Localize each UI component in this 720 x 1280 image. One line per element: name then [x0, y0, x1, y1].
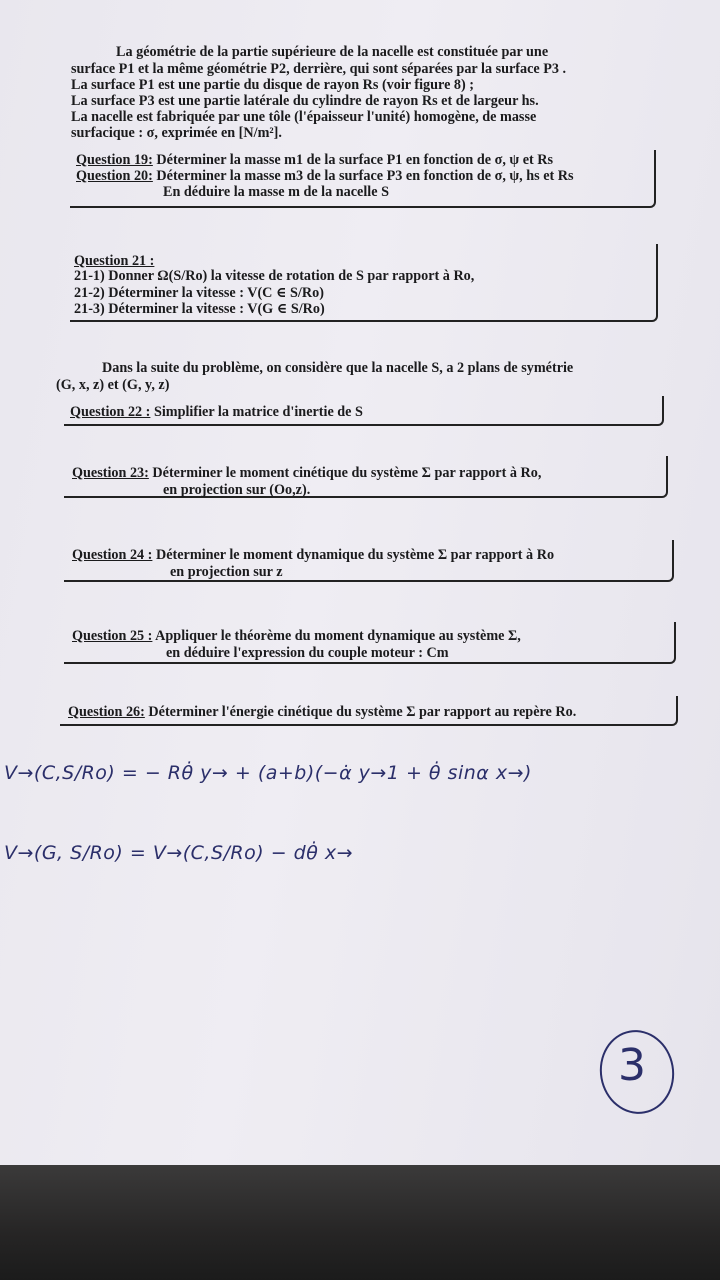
question-24-line-2: en projection sur z [170, 564, 283, 580]
handwritten-formula-1: V→(C,S/Ro) = − Rθ̇ y→ + (a+b)(−α̇ y→1 + θ̇ sinα x→) [4, 762, 532, 784]
question-24-text: Déterminer le moment dynamique du système Σ par rapport à Ro [155, 547, 555, 563]
question-19 [76, 152, 553, 168]
question-22-label: Question 22 : [70, 404, 151, 420]
question-22-text: Simplifier la matrice d'inertie de S [153, 404, 363, 420]
handwritten-formula-2: V→(G, S/Ro) = V→(C,S/Ro) − dθ̇ x→ [4, 842, 354, 864]
question-26-label: Question 26: [68, 704, 145, 720]
question-23 [72, 465, 541, 481]
question-21-2: 21-2) Déterminer la vitesse : V(C ∈ S/Ro) [74, 285, 324, 301]
question-23-label: Question 23: [72, 465, 149, 481]
desk-background [0, 1165, 720, 1280]
question-26 [68, 704, 576, 720]
intro-line-4: La surface P3 est une partie latérale du cylindre de rayon Rs et de largeur hs. [71, 93, 539, 109]
question-26-text: Déterminer l'énergie cinétique du système Σ par rapport au repère Ro. [148, 704, 577, 720]
intro-line-3: La surface P1 est une partie du disque de rayon Rs (voir figure 8) ; [71, 77, 475, 93]
question-23-line-2: en projection sur (Oo,z). [163, 482, 311, 498]
question-22 [70, 404, 363, 420]
symmetry-line-1: Dans la suite du problème, on considère que la nacelle S, a 2 plans de symétrie [102, 360, 574, 376]
question-20 [76, 168, 574, 184]
question-21-label: Question 21 : [74, 253, 155, 269]
question-20-text: Déterminer la masse m3 de la surface P3 en fonction de σ, ψ, hs et Rs [156, 168, 574, 184]
question-21-3: 21-3) Déterminer la vitesse : V(G ∈ S/Ro) [74, 301, 325, 317]
question-25-line-2: en déduire l'expression du couple moteur : Cm [166, 645, 449, 661]
question-19-text: Déterminer la masse m1 de la surface P1 en fonction de σ, ψ et Rs [156, 152, 554, 168]
question-21-1: 21-1) Donner Ω(S/Ro) la vitesse de rotation de S par rapport à Ro, [74, 268, 475, 284]
question-19-label: Question 19: [76, 152, 153, 168]
page-number: 3 [618, 1040, 647, 1091]
question-25-text: Appliquer le théorème du moment dynamique au système Σ, [155, 628, 521, 644]
intro-line-2: surface P1 et la même géométrie P2, derrière, qui sont séparées par la surface P3 . [71, 61, 567, 77]
question-25 [72, 628, 521, 644]
question-24 [72, 547, 554, 563]
question-24-label: Question 24 : [72, 547, 153, 563]
symmetry-line-2: (G, x, z) et (G, y, z) [56, 377, 170, 393]
intro-line-1: La géométrie de la partie supérieure de la nacelle est constituée par une [116, 44, 549, 60]
intro-line-5: La nacelle est fabriquée par une tôle (l'épaisseur l'unité) homogène, de masse [71, 109, 537, 125]
question-20-line-2: En déduire la masse m de la nacelle S [163, 184, 389, 200]
question-20-label: Question 20: [76, 168, 153, 184]
intro-line-6: surfacique : σ, exprimée en [N/m²]. [71, 125, 282, 141]
question-23-text: Déterminer le moment cinétique du système Σ par rapport à Ro, [152, 465, 542, 481]
question-25-label: Question 25 : [72, 628, 153, 644]
